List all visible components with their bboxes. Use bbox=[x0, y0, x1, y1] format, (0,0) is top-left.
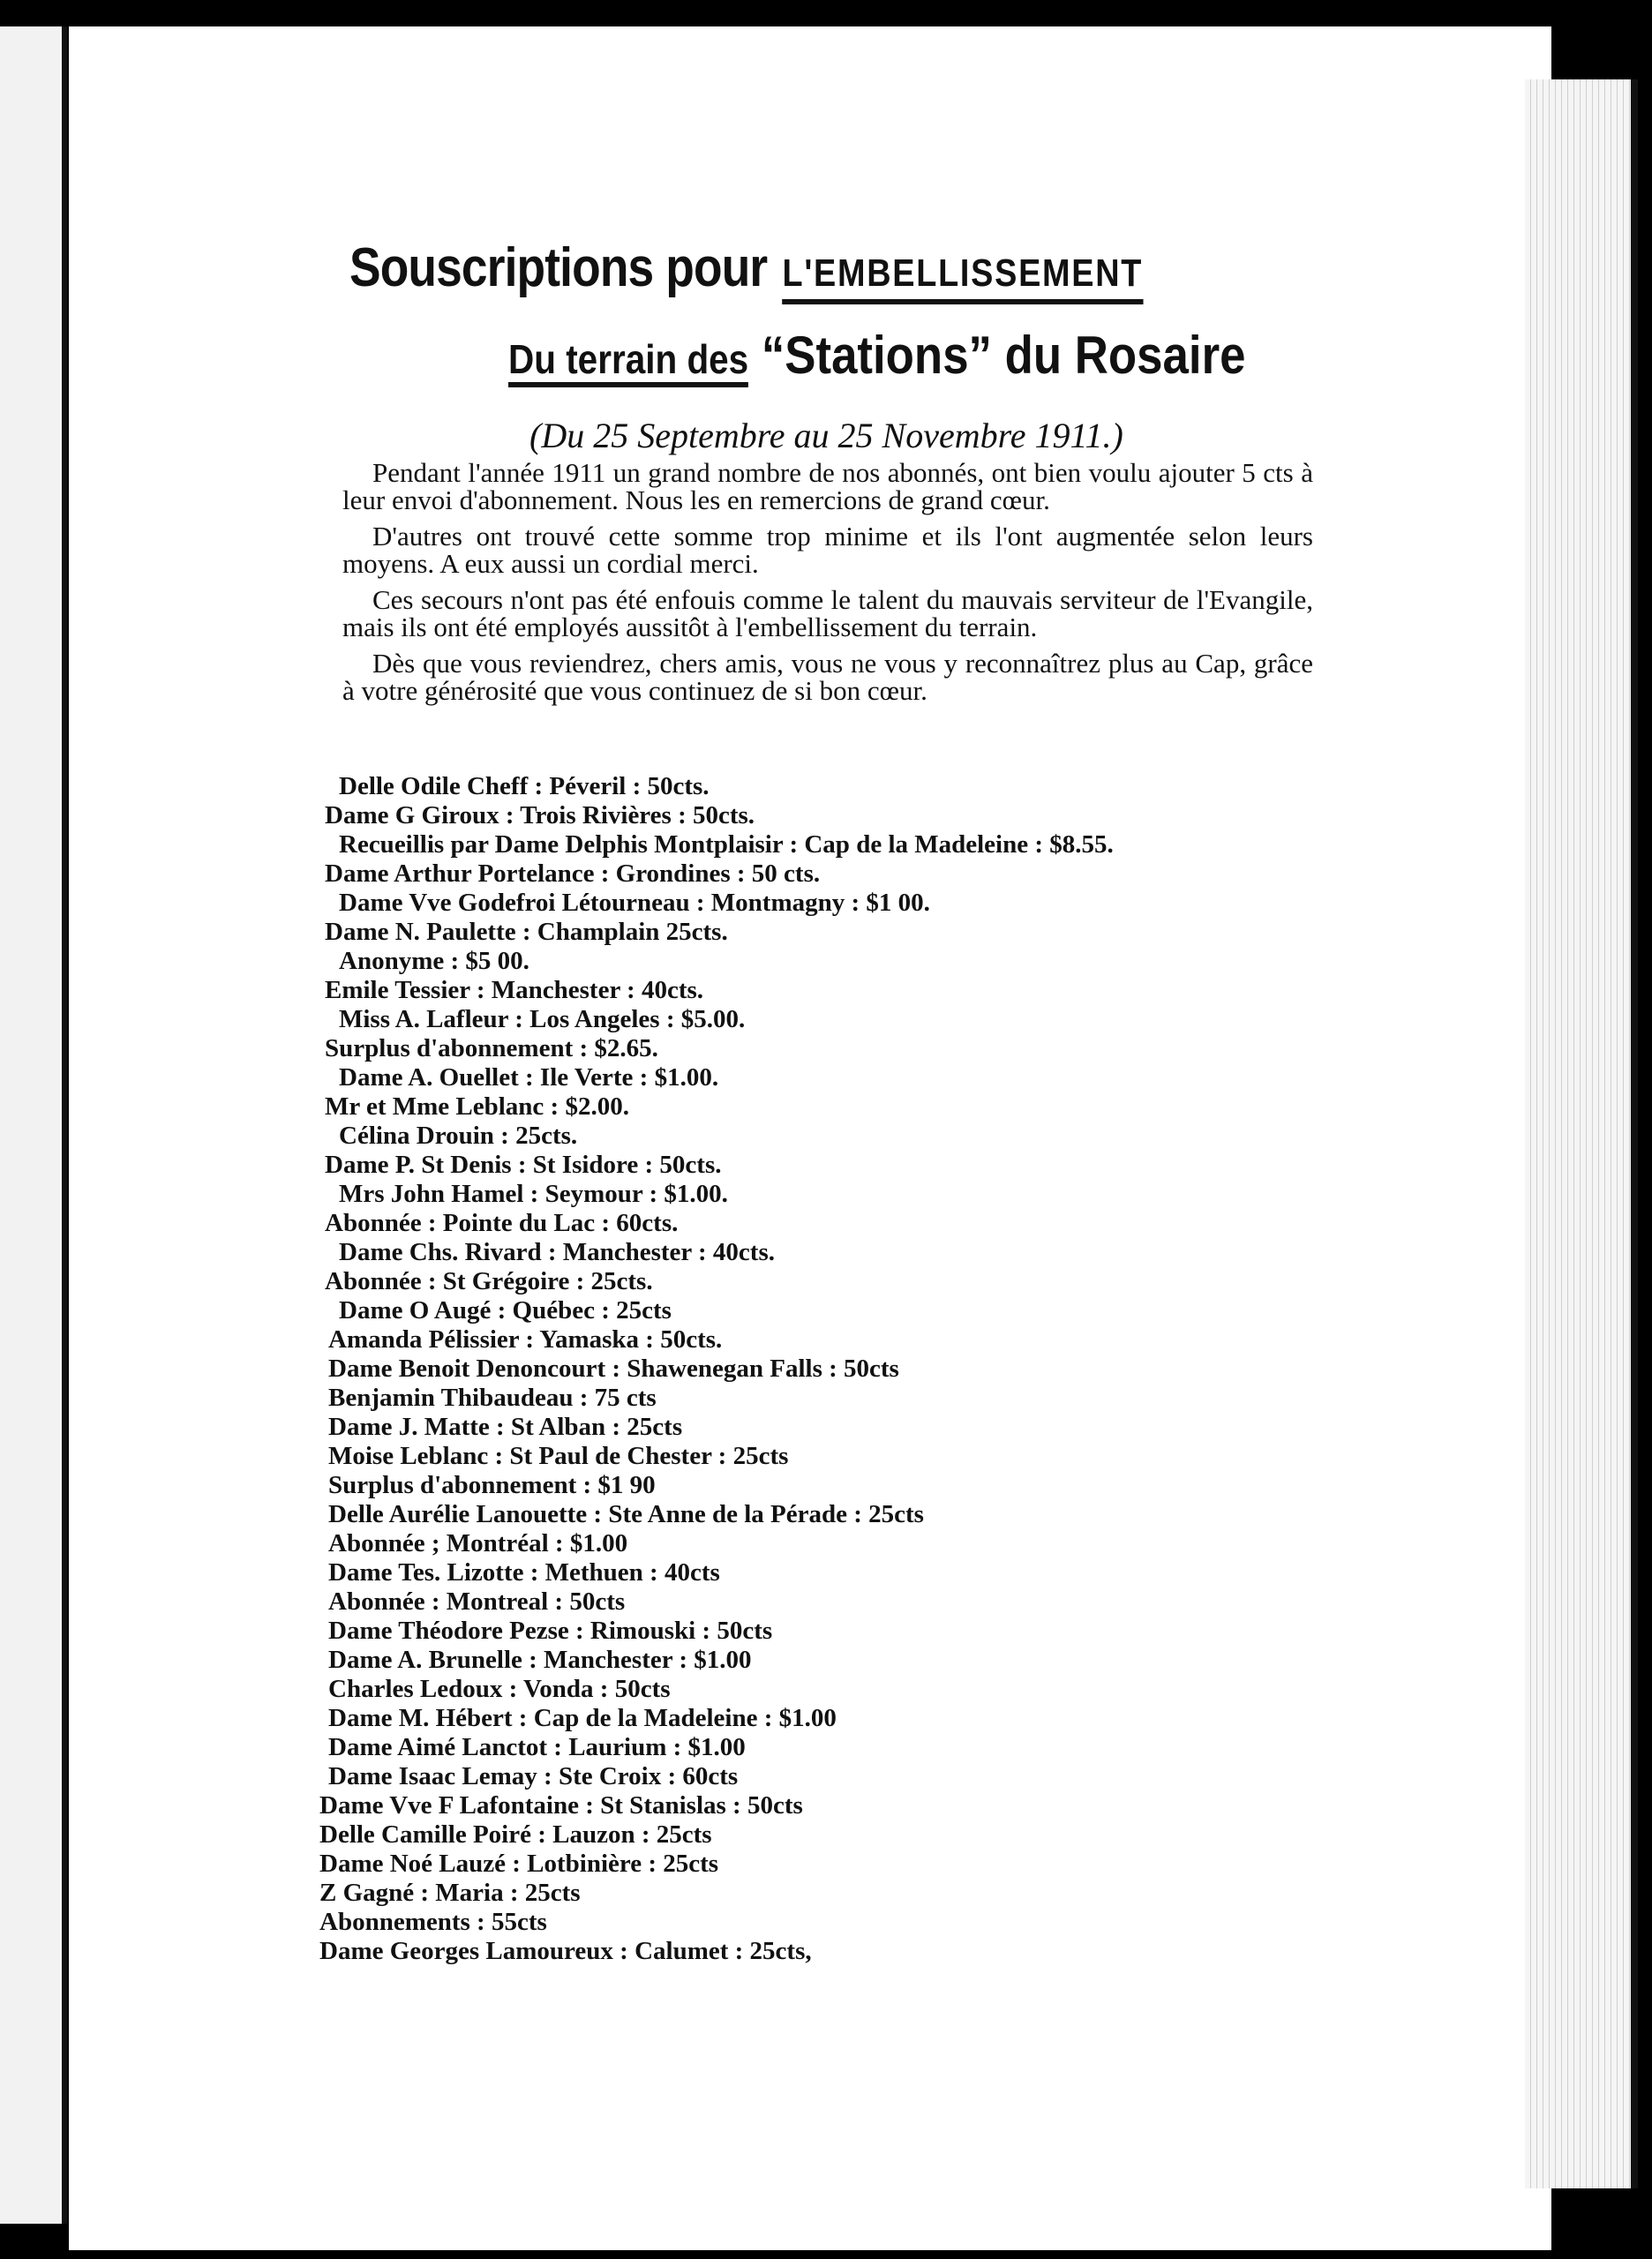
subscription-entry: Dame Isaac Lemay : Ste Croix : 60cts bbox=[328, 1762, 739, 1790]
subscription-entry: Abonnements : 55cts bbox=[319, 1908, 547, 1936]
subscription-entry: Dame Vve Godefroi Létourneau : Montmagny : $1 00. bbox=[339, 889, 930, 917]
subscription-entry: Dame Aimé Lanctot : Laurium : $1.00 bbox=[328, 1733, 746, 1761]
subscription-entry: Benjamin Thibaudeau : 75 cts bbox=[328, 1384, 657, 1412]
subscription-entry: Mr et Mme Leblanc : $2.00. bbox=[325, 1092, 629, 1121]
subscription-entry: Charles Ledoux : Vonda : 50cts bbox=[328, 1675, 671, 1703]
title-2-rest: “Stations” du Rosaire bbox=[761, 326, 1246, 385]
subscription-entry: Abonnée ; Montréal : $1.00 bbox=[328, 1529, 628, 1557]
subscription-entry: Abonnée : Montreal : 50cts bbox=[328, 1587, 626, 1616]
subscription-entry: Delle Aurélie Lanouette : Ste Anne de la Pérade : 25cts bbox=[328, 1500, 924, 1528]
subscription-list bbox=[319, 772, 1340, 1966]
scanned-page bbox=[69, 26, 1551, 2250]
subscription-entry: Dame N. Paulette : Champlain 25cts. bbox=[325, 918, 728, 946]
paragraph: D'autres ont trouvé cette somme trop minime et ils l'ont augmentée selon leurs moyens. A eux aussi un cordial merci. bbox=[342, 521, 1313, 579]
subscription-entry: Dame Georges Lamoureux : Calumet : 25cts, bbox=[319, 1937, 812, 1965]
subscription-entry: Surplus d'abonnement : $2.65. bbox=[325, 1034, 658, 1062]
subscription-entry: Abonnée : Pointe du Lac : 60cts. bbox=[325, 1209, 679, 1237]
subscription-entry: Dame A. Ouellet : Ile Verte : $1.00. bbox=[339, 1063, 719, 1092]
subscription-entry: Dame O Augé : Québec : 25cts bbox=[339, 1296, 672, 1325]
intro-text bbox=[342, 459, 1313, 713]
paragraph: Dès que vous reviendrez, chers amis, vous ne vous y reconnaîtrez plus au Cap, grâce à votre générosité que vous continuez de si bon cœur. bbox=[342, 648, 1313, 706]
page-stack-edge bbox=[1525, 79, 1638, 2188]
subscription-entry: Dame Noé Lauzé : Lotbinière : 25cts bbox=[319, 1850, 719, 1878]
subscription-entry: Dame J. Matte : St Alban : 25cts bbox=[328, 1413, 683, 1441]
subscription-entry: Dame P. St Denis : St Isidore : 50cts. bbox=[325, 1151, 722, 1179]
subscription-entry: Dame Vve F Lafontaine : St Stanislas : 50cts bbox=[319, 1791, 803, 1820]
subscription-entry: Recueillis par Dame Delphis Montplaisir : Cap de la Madeleine : $8.55. bbox=[339, 830, 1114, 859]
subscription-entry: Abonnée : St Grégoire : 25cts. bbox=[325, 1267, 653, 1295]
paragraph: Ces secours n'ont pas été enfouis comme le talent du mauvais serviteur de l'Evangile, mais ils ont été employés aussitôt à l'embellissement du terrain. bbox=[342, 584, 1313, 642]
subscription-entry: Célina Drouin : 25cts. bbox=[339, 1122, 578, 1150]
subscription-entry: Delle Odile Cheff : Péveril : 50cts. bbox=[339, 772, 710, 800]
left-page-edge bbox=[0, 26, 67, 2224]
subscription-entry: Surplus d'abonnement : $1 90 bbox=[328, 1471, 656, 1499]
subscription-entry: Amanda Pélissier : Yamaska : 50cts. bbox=[328, 1325, 723, 1354]
subscription-entry: Delle Camille Poiré : Lauzon : 25cts bbox=[319, 1820, 712, 1849]
subscription-entry: Mrs John Hamel : Seymour : $1.00. bbox=[339, 1180, 728, 1208]
subscription-entry: Moise Leblanc : St Paul de Chester : 25cts bbox=[328, 1442, 789, 1470]
title-lead: Souscriptions pour bbox=[349, 237, 768, 298]
subscription-entry: Dame Benoit Denoncourt : Shawenegan Falls : 50cts bbox=[328, 1355, 899, 1383]
subscription-entry: Emile Tessier : Manchester : 40cts. bbox=[325, 976, 704, 1004]
subscription-entry: Dame A. Brunelle : Manchester : $1.00 bbox=[328, 1646, 752, 1674]
title-line-1 bbox=[349, 236, 1143, 304]
paragraph: Pendant l'année 1911 un grand nombre de nos abonnés, ont bien voulu ajouter 5 cts à leur envoi d'abonnement. Nous les en remercions de grand cœur. bbox=[342, 457, 1313, 515]
subscription-entry: Dame Chs. Rivard : Manchester : 40cts. bbox=[339, 1238, 775, 1266]
subscription-entry: Dame Théodore Pezse : Rimouski : 50cts bbox=[328, 1617, 773, 1645]
subscription-entry: Dame G Giroux : Trois Rivières : 50cts. bbox=[325, 801, 755, 829]
subscription-entry: Dame M. Hébert : Cap de la Madeleine : $1.00 bbox=[328, 1704, 837, 1732]
subscription-entry: Dame Tes. Lizotte : Methuen : 40cts bbox=[328, 1558, 720, 1587]
date-range: (Du 25 Septembre au 25 Novembre 1911.) bbox=[529, 416, 1123, 455]
title-caps: L'EMBELLISSEMENT bbox=[783, 251, 1144, 304]
subscription-entry: Z Gagné : Maria : 25cts bbox=[319, 1879, 581, 1907]
subscription-entry: Miss A. Lafleur : Los Angeles : $5.00. bbox=[339, 1005, 746, 1033]
subscription-entry: Anonyme : $5 00. bbox=[339, 947, 529, 975]
title-2-lead: Du terrain des bbox=[508, 336, 748, 387]
title-line-2 bbox=[508, 325, 1245, 386]
subscription-entry: Dame Arthur Portelance : Grondines : 50 cts. bbox=[325, 859, 821, 888]
